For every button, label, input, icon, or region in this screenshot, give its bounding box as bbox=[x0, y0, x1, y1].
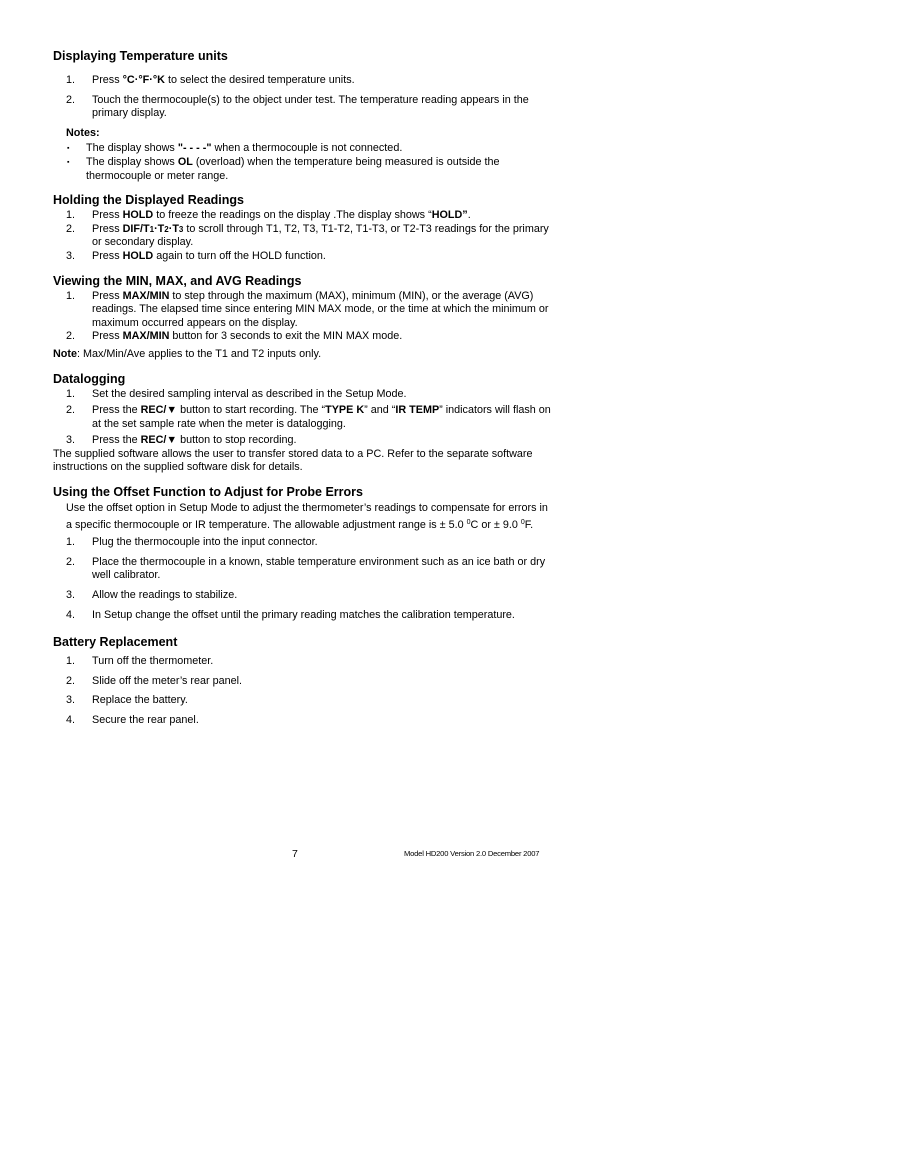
section-title-offset-function: Using the Offset Function to Adjust for Probe Errors bbox=[53, 485, 363, 500]
key-label: IR TEMP bbox=[395, 404, 440, 417]
list-number: 1. bbox=[66, 655, 76, 668]
list-text: Place the thermocouple in a known, stable temperature environment such as an ice bath or dry well calibrator. bbox=[92, 555, 546, 582]
offset-intro-paragraph bbox=[66, 502, 553, 532]
list-text: Allow the readings to stabilize. bbox=[92, 589, 238, 602]
list-text: Touch the thermocouple(s) to the object under test. The temperature reading appears in the primary display. bbox=[92, 93, 529, 120]
degree-superscript: 0 bbox=[466, 518, 471, 526]
list-text: button to stop recording. bbox=[177, 434, 297, 447]
list-item bbox=[53, 404, 553, 431]
key-subscript: 3 bbox=[178, 224, 184, 234]
key-part: ·T bbox=[154, 222, 165, 235]
list-text: Press bbox=[92, 249, 123, 262]
list-number: 3. bbox=[66, 589, 76, 602]
list-item bbox=[53, 290, 553, 331]
note-paragraph bbox=[53, 348, 553, 362]
list-number: 1. bbox=[66, 387, 76, 400]
note-label: Note bbox=[53, 347, 77, 360]
list-number: 2. bbox=[66, 93, 76, 106]
list-text: again to turn off the HOLD function. bbox=[153, 249, 326, 262]
datalogging-paragraph: The supplied software allows the user to transfer stored data to a PC. Refer to the separate software instructions on the supplied software disk for details. bbox=[53, 447, 533, 474]
footer-model-version: Model HD200 Version 2.0 December 2007 bbox=[404, 849, 540, 858]
list-text: Replace the battery. bbox=[92, 694, 188, 707]
list-text: to freeze the readings on the display .The display shows “ bbox=[153, 209, 432, 222]
bullet-marker: ▪ bbox=[67, 145, 70, 153]
document-page bbox=[53, 48, 553, 728]
list-item bbox=[53, 536, 553, 550]
bullet-item bbox=[53, 156, 553, 183]
list-item bbox=[53, 714, 553, 728]
list-text: Press bbox=[92, 330, 123, 343]
key-subscript: 1 bbox=[149, 224, 155, 234]
bullet-text: (overload) when the temperature being measured is outside the thermocouple or meter range. bbox=[86, 155, 500, 182]
section-title-min-max-avg: Viewing the MIN, MAX, and AVG Readings bbox=[53, 273, 302, 288]
list-text: Press bbox=[92, 74, 123, 86]
list-number: 3. bbox=[66, 694, 76, 707]
list-item bbox=[53, 556, 553, 583]
list-text: ” indicators will flash on at the set sample rate when the meter is datalogging. bbox=[92, 404, 551, 430]
list-number: 2. bbox=[66, 674, 76, 687]
list-text: . bbox=[467, 209, 471, 222]
key-label: MAX/MIN bbox=[122, 289, 170, 302]
list-item bbox=[53, 74, 553, 88]
list-item bbox=[53, 223, 553, 250]
list-item bbox=[53, 250, 553, 264]
list-item bbox=[53, 609, 553, 623]
list-number: 4. bbox=[66, 608, 76, 621]
list-item bbox=[53, 655, 553, 669]
notes-label: Notes: bbox=[66, 126, 100, 139]
key-label: HOLD bbox=[122, 209, 154, 222]
list-item bbox=[53, 434, 553, 448]
bullet-text: The display shows bbox=[86, 142, 178, 155]
intro-text: F. bbox=[524, 518, 534, 531]
list-item bbox=[53, 209, 553, 223]
list-item bbox=[53, 94, 553, 121]
list-text: Press the bbox=[92, 404, 141, 417]
bullet-text: The display shows bbox=[86, 155, 178, 168]
list-item bbox=[53, 330, 553, 344]
list-text: to select the desired temperature units. bbox=[164, 74, 355, 86]
list-text: Slide off the meter’s rear panel. bbox=[92, 674, 243, 687]
list-text: button for 3 seconds to exit the MIN MAX mode. bbox=[169, 330, 403, 343]
section-title-holding-readings: Holding the Displayed Readings bbox=[53, 193, 244, 208]
key-label bbox=[123, 223, 184, 235]
key-label: REC/▼ bbox=[140, 434, 178, 447]
list-item bbox=[53, 675, 553, 689]
key-part: ·T bbox=[168, 222, 179, 235]
list-text: Press the bbox=[92, 434, 141, 447]
key-subscript: 2 bbox=[164, 224, 169, 234]
list-number: 1. bbox=[66, 209, 76, 222]
list-text: ” and “ bbox=[364, 404, 396, 417]
list-number: 2. bbox=[66, 555, 76, 568]
list-text: to step through the maximum (MAX), minimum (MIN), or the average (AVG) readings. The elapsed time since entering MIN MAX mode, or the time at which the minimum or maximum occurred appears on the display. bbox=[92, 289, 549, 329]
page-number: 7 bbox=[292, 848, 298, 860]
list-item bbox=[53, 388, 553, 402]
list-number: 1. bbox=[66, 74, 76, 86]
key-label: MAX/MIN bbox=[122, 330, 170, 343]
key-label: TYPE K bbox=[325, 404, 365, 417]
list-text: Press bbox=[92, 209, 123, 222]
list-number: 2. bbox=[66, 330, 76, 343]
key-label: OL bbox=[177, 155, 193, 168]
list-item bbox=[53, 694, 553, 708]
key-label: "- - - -" bbox=[177, 142, 212, 155]
bullet-marker: ▪ bbox=[67, 158, 70, 166]
key-label: REC/▼ bbox=[140, 404, 178, 417]
list-text: Press bbox=[92, 289, 123, 302]
list-number: 1. bbox=[66, 289, 76, 302]
list-text: Set the desired sampling interval as described in the Setup Mode. bbox=[92, 387, 407, 400]
section-title-datalogging: Datalogging bbox=[53, 371, 126, 386]
list-text: button to start recording. The “ bbox=[177, 404, 326, 417]
list-item bbox=[53, 589, 553, 603]
key-part: DIF/T bbox=[122, 222, 150, 235]
note-text: : Max/Min/Ave applies to the T1 and T2 inputs only. bbox=[77, 347, 322, 360]
list-number: 2. bbox=[66, 404, 76, 417]
list-text: to scroll through T1, T2, T3, T1-T2, T1-T3, or T2-T3 readings for the primary or secondary display. bbox=[92, 222, 549, 249]
list-number: 4. bbox=[66, 714, 76, 726]
list-text: Plug the thermocouple into the input connector. bbox=[92, 536, 318, 549]
degree-superscript: 0 bbox=[520, 518, 525, 526]
list-text: Press bbox=[92, 222, 123, 235]
list-number: 3. bbox=[66, 249, 76, 262]
key-label: HOLD bbox=[122, 249, 154, 262]
list-text: In Setup change the offset until the primary reading matches the calibration temperature. bbox=[92, 608, 515, 621]
list-text: Secure the rear panel. bbox=[92, 714, 199, 726]
list-number: 2. bbox=[66, 222, 76, 235]
list-text: Turn off the thermometer. bbox=[92, 655, 214, 668]
section-title-battery-replacement: Battery Replacement bbox=[53, 635, 178, 650]
list-number: 3. bbox=[66, 434, 76, 447]
section-title-temperature-units: Displaying Temperature units bbox=[53, 49, 228, 63]
key-label: HOLD” bbox=[431, 209, 468, 222]
intro-text: Use the offset option in Setup Mode to adjust the thermometer’s readings to compensate for errors in a specific thermocouple or IR temperature. The allowable adjustment range is ± 5.0 bbox=[66, 502, 548, 531]
intro-text: C or ± 9.0 bbox=[470, 518, 521, 531]
list-number: 1. bbox=[66, 536, 76, 549]
key-label: °C·°F·°K bbox=[122, 74, 165, 86]
bullet-item bbox=[53, 142, 553, 156]
bullet-text: when a thermocouple is not connected. bbox=[211, 142, 403, 155]
